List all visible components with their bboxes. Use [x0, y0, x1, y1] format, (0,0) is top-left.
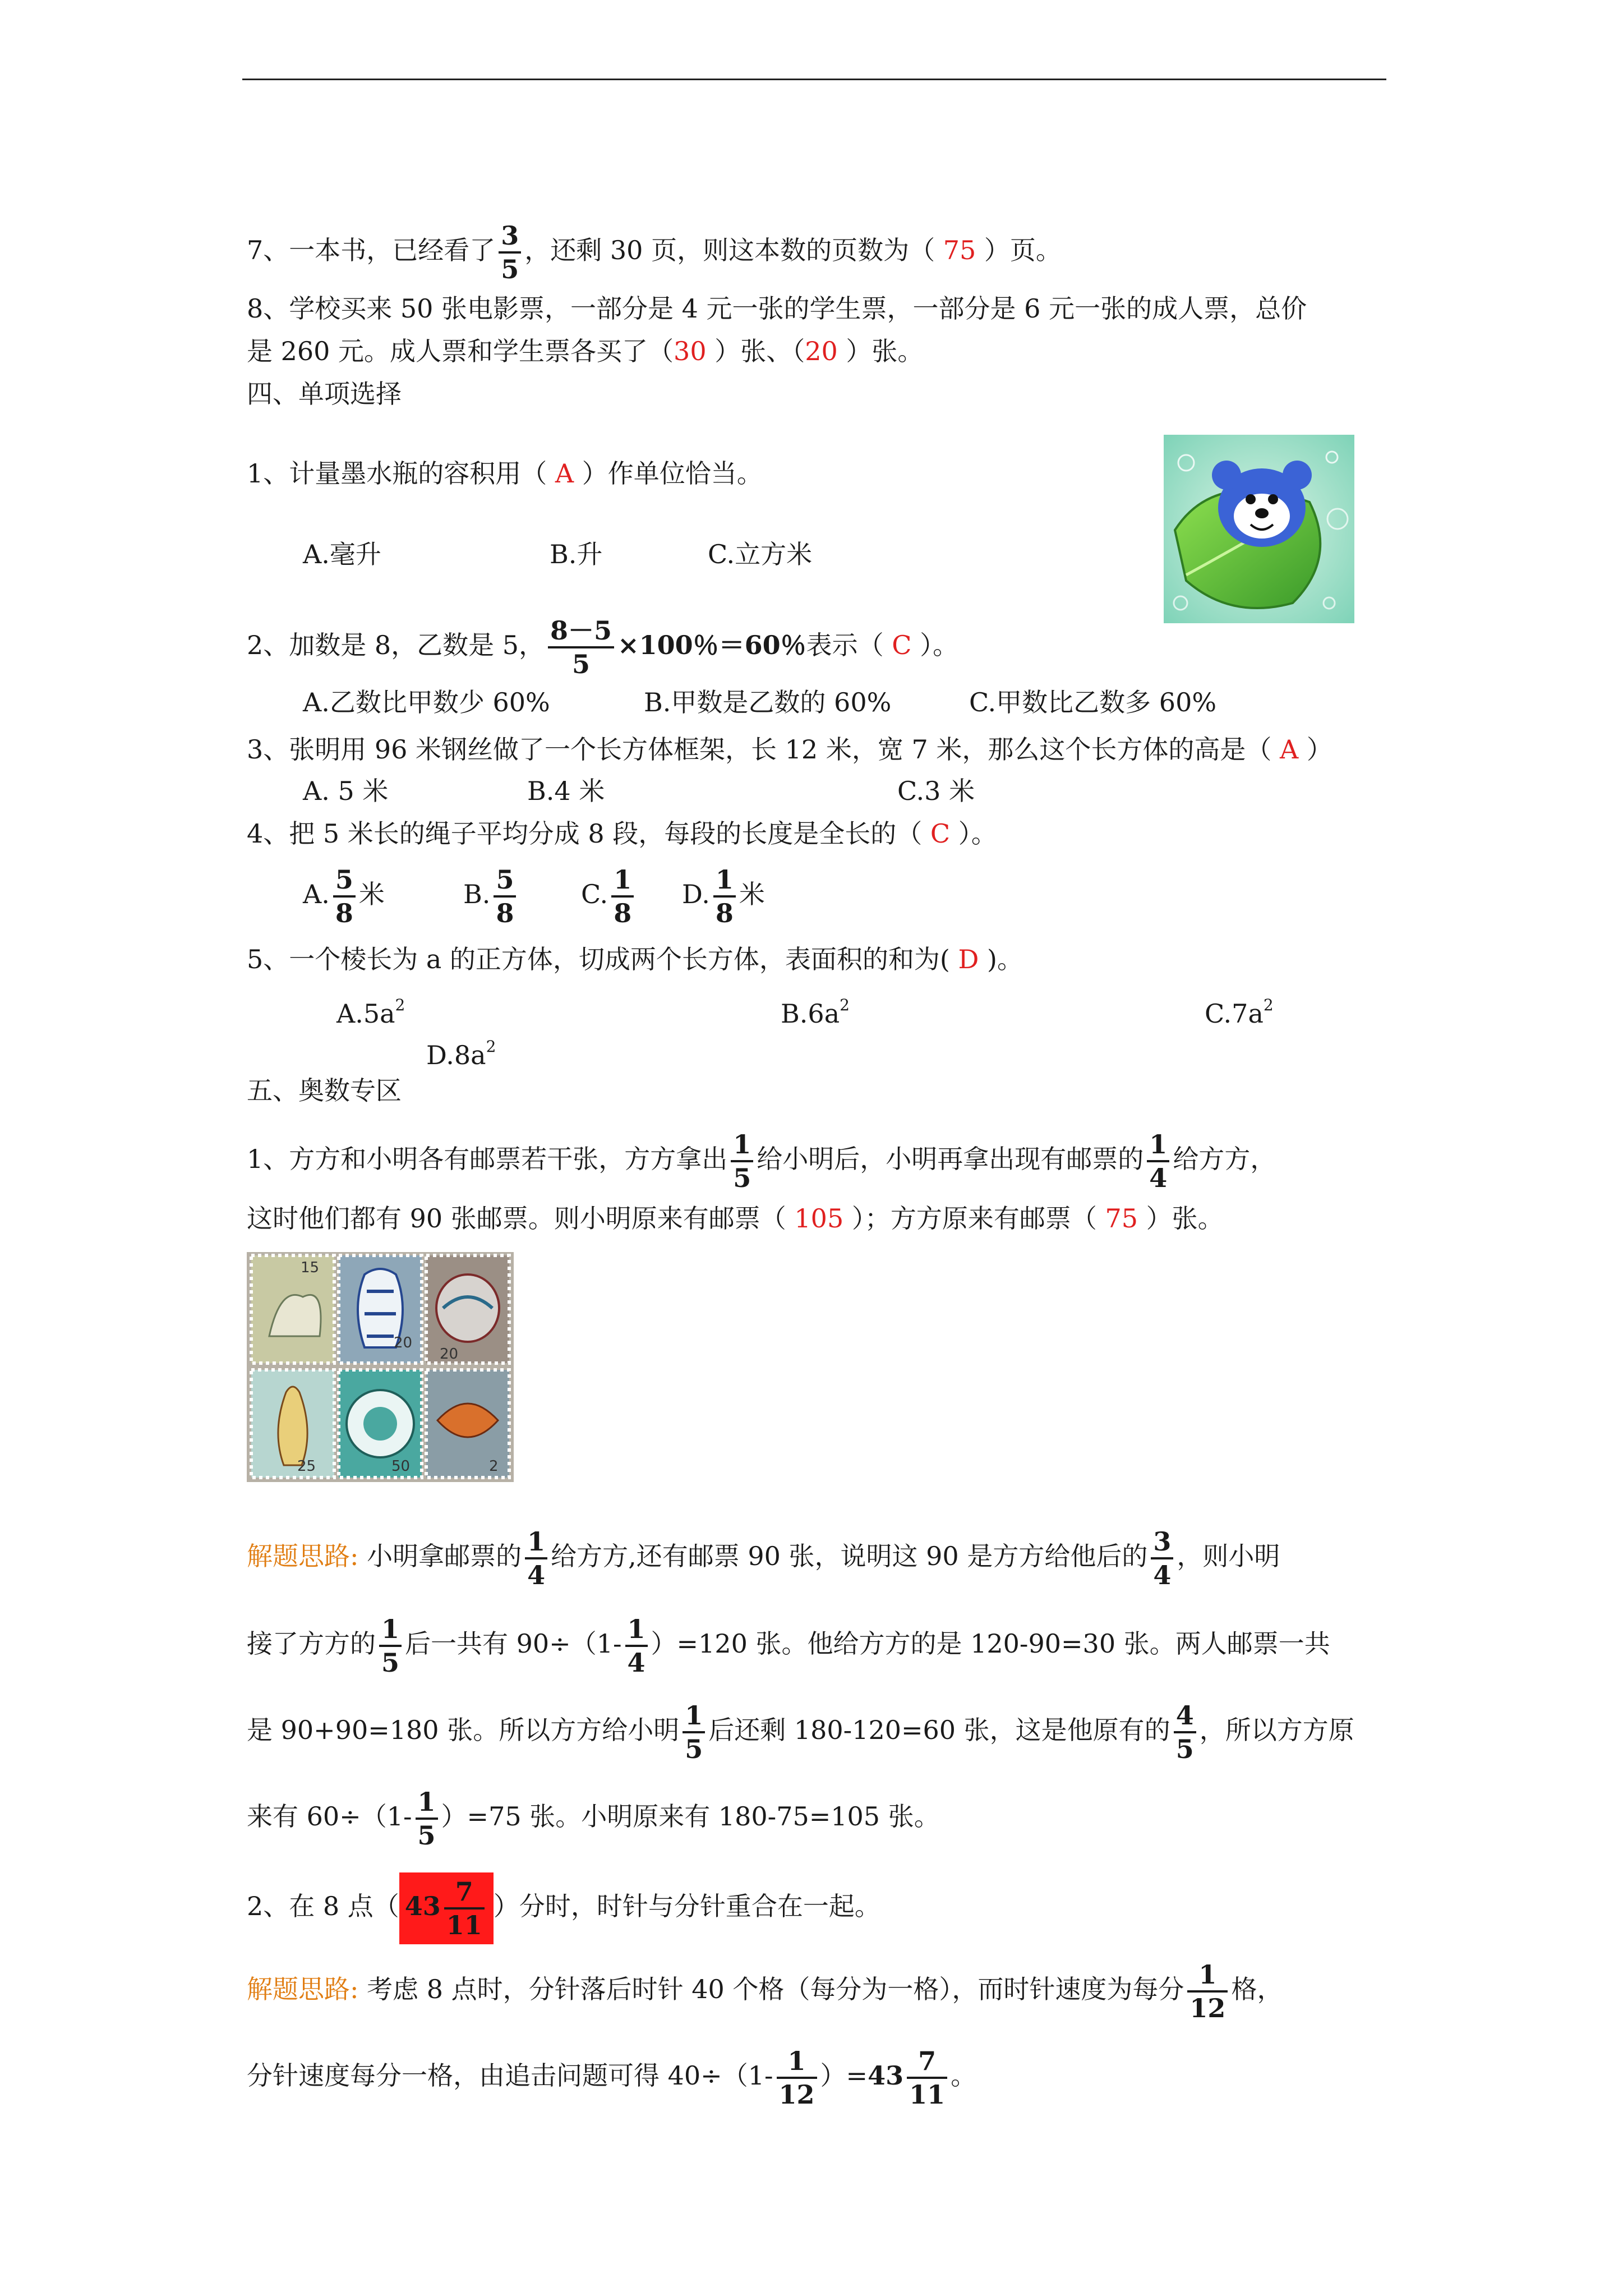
option-letter: A. — [303, 879, 330, 909]
solution-text: 给方方,还有邮票 90 张，说明这 90 是方方给他后的 — [551, 1541, 1148, 1571]
fraction — [1174, 1700, 1196, 1765]
numerator: 3 — [501, 220, 519, 251]
q-text-2: 给小明后，小明再拿出现有邮票的 — [757, 1144, 1144, 1174]
solution-1-line-1 — [247, 1526, 1280, 1591]
option-letter: C. — [581, 879, 608, 909]
denominator: 4 — [625, 1645, 648, 1678]
q8-text-2: ）张、（ — [706, 336, 805, 366]
option-d — [426, 1030, 496, 1072]
fraction — [713, 864, 736, 929]
option-text: D.8a — [426, 1040, 486, 1070]
question-8-line-1: 8、学校买来 50 张电影票，一部分是 4 元一张的学生票，一部分是 6 元一张的成人票，总价 — [247, 293, 1307, 324]
denominator: 8 — [494, 895, 516, 929]
q-text: 4、把 5 米长的绳子平均分成 8 段，每段的长度是全长的（ — [247, 818, 930, 849]
choice-question-2 — [247, 615, 958, 680]
denominator: 5 — [1174, 1731, 1196, 1765]
q-text-end: ）作单位恰当。 — [574, 458, 763, 489]
solution-text: 考虑 8 点时，分针落后时针 40 个格（每分为一格），而时针速度为每分 — [358, 1974, 1184, 2004]
q-text: 1、方方和小明各有邮票若干张，方方拿出 — [247, 1144, 728, 1174]
solution-label: 解题思路: — [247, 1974, 359, 2004]
option-c: C.3 米 — [897, 776, 975, 806]
solution-text: 小明拿邮票的 — [358, 1541, 522, 1571]
numerator: 3 — [1153, 1526, 1172, 1557]
option-b: B.4 米 — [527, 776, 605, 806]
fraction — [1147, 1129, 1169, 1194]
q-text-3: ）张。 — [1138, 1203, 1224, 1234]
cartoon-bear-on-leaf-image — [1164, 435, 1354, 623]
fraction — [777, 2045, 817, 2110]
olympiad-question-1-line-1 — [247, 1129, 1276, 1194]
porcelain-stamps-image — [247, 1252, 514, 1482]
exponent: 2 — [395, 996, 405, 1014]
fraction — [499, 220, 521, 285]
solution-text: 接了方方的 — [247, 1628, 376, 1659]
option-a: A.毫升 — [303, 539, 381, 569]
q-text-end: ）。 — [950, 818, 997, 849]
fraction — [525, 1526, 547, 1591]
solution-text: 后一共有 90÷（1- — [405, 1628, 622, 1659]
solution-label: 解题思路: — [247, 1541, 359, 1571]
solution-text: 。 — [951, 2060, 977, 2091]
exponent: 2 — [840, 996, 850, 1014]
choice-question-3 — [247, 733, 1332, 766]
answer: 105 — [794, 1203, 844, 1234]
fraction — [333, 864, 356, 929]
solution-text: ，所以方方原 — [1199, 1715, 1354, 1745]
numerator: 1 — [527, 1526, 546, 1557]
numerator: 7 — [918, 2046, 937, 2076]
question-7 — [247, 220, 1062, 285]
denominator: 4 — [1147, 1160, 1169, 1194]
option-c — [581, 864, 637, 929]
choice-question-1 — [247, 457, 763, 490]
numerator: 5 — [335, 864, 353, 895]
unit: 米 — [358, 879, 385, 909]
denominator: 5 — [416, 1818, 438, 1851]
unit: 米 — [739, 879, 765, 909]
option-a — [303, 864, 385, 929]
solution-1-line-2 — [247, 1613, 1330, 1678]
q7-text-2: ，还剩 30 页，则这本数的页数为（ — [524, 235, 943, 265]
option-letter: D. — [682, 879, 710, 909]
fraction — [444, 1876, 485, 1941]
denominator: 8 — [333, 895, 356, 929]
denominator: 5 — [683, 1731, 705, 1765]
q-text: 这时他们都有 90 张邮票。则小明原来有邮票（ — [247, 1203, 795, 1234]
q-text-2: ）分时，时针与分针重合在一起。 — [493, 1891, 880, 1921]
svg-text:20: 20 — [394, 1335, 413, 1351]
fraction — [379, 1613, 402, 1678]
solution-2-line-2 — [247, 2045, 976, 2110]
denominator: 12 — [777, 2077, 817, 2110]
answer: C — [930, 818, 951, 849]
formula: ×100％＝60％ — [617, 630, 806, 660]
solution-text: 格， — [1231, 1974, 1283, 2004]
q-text-2: ）；方方原来有邮票（ — [843, 1203, 1105, 1234]
svg-text:15: 15 — [301, 1259, 320, 1276]
svg-text:25: 25 — [297, 1458, 316, 1475]
fraction — [548, 615, 614, 680]
fraction — [731, 1129, 753, 1194]
q-text: 3、张明用 96 米钢丝做了一个长方体框架，长 12 米，宽 7 米，那么这个长方体的高是（ — [247, 734, 1280, 765]
solution-text: 分针速度每分一格，由追击问题可得 40÷（1- — [247, 2060, 773, 2091]
fraction — [625, 1613, 648, 1678]
whole-number: 43 — [868, 2060, 904, 2091]
olympiad-question-1-line-2 — [247, 1202, 1224, 1235]
option-d — [682, 864, 765, 929]
fraction — [1187, 1959, 1228, 2024]
svg-text:20: 20 — [440, 1346, 459, 1363]
q-text-end: ） — [1298, 734, 1332, 765]
fraction — [1151, 1526, 1173, 1591]
denominator: 5 — [379, 1645, 402, 1678]
answer: D — [958, 944, 979, 974]
option-b — [781, 988, 850, 1030]
choice-question-4 — [247, 817, 997, 850]
q7-text: 7、一本书，已经看了 — [247, 235, 496, 265]
choice-question-5 — [247, 942, 1023, 976]
q-text-end: )。 — [979, 944, 1023, 974]
answer: A — [555, 458, 574, 489]
q-text: 1、计量墨水瓶的容积用（ — [247, 458, 555, 489]
denominator: 11 — [444, 1907, 485, 1941]
option-c: C.立方米 — [708, 539, 813, 569]
option-a: A. 5 米 — [303, 776, 389, 806]
solution-text: ，则小明 — [1177, 1541, 1280, 1571]
solution-1-line-4 — [247, 1786, 940, 1851]
option-c — [1205, 988, 1274, 1030]
numerator: 5 — [496, 864, 514, 895]
answer: A — [1279, 734, 1299, 765]
solution-text: ）=120 张。他给方方的是 120-90=30 张。两人邮票一共 — [651, 1628, 1330, 1659]
option-c: C.甲数比乙数多 60% — [969, 687, 1217, 717]
option-b: B.升 — [550, 539, 603, 569]
olympiad-question-2 — [247, 1872, 880, 1944]
section-4-heading: 四、单项选择 — [247, 379, 402, 409]
numerator: 1 — [685, 1700, 703, 1731]
svg-text:2: 2 — [489, 1458, 499, 1475]
solution-text: 是 90+90=180 张。所以方方给小明 — [247, 1715, 680, 1745]
exponent: 2 — [1263, 996, 1274, 1014]
answer: 30 — [674, 336, 707, 366]
numerator: 1 — [715, 864, 734, 895]
solution-text: ）= — [820, 2060, 868, 2091]
highlighted-answer — [399, 1872, 494, 1944]
q-text-3: ）。 — [911, 630, 959, 660]
numerator: 1 — [1149, 1129, 1168, 1159]
numerator: 1 — [787, 2046, 806, 2076]
option-text: A.5a — [336, 999, 395, 1029]
denominator: 8 — [713, 895, 736, 929]
question-8-line-2 — [247, 334, 923, 368]
numerator: 1 — [417, 1787, 436, 1817]
option-b — [463, 864, 519, 929]
numerator: 4 — [1175, 1700, 1194, 1731]
q7-text-3: ）页。 — [976, 235, 1062, 265]
section-5-heading: 五、奥数专区 — [247, 1075, 402, 1106]
fraction — [416, 1786, 438, 1851]
exponent: 2 — [486, 1037, 496, 1056]
solution-text: 后还剩 180-120=60 张，这是他原有的 — [708, 1715, 1170, 1745]
fraction — [907, 2045, 947, 2110]
numerator: 1 — [381, 1614, 400, 1644]
fraction — [683, 1700, 705, 1765]
numerator: 1 — [614, 864, 632, 895]
solution-2-line-1 — [247, 1959, 1283, 2024]
header-rule — [242, 79, 1386, 80]
denominator: 11 — [907, 2077, 947, 2110]
svg-text:50: 50 — [391, 1458, 411, 1475]
answer: C — [892, 630, 912, 660]
denominator: 12 — [1187, 1990, 1228, 2024]
numerator: 8－5 — [550, 615, 612, 646]
q-text-2: 表示（ — [806, 630, 892, 660]
answer: 20 — [805, 336, 838, 366]
numerator: 1 — [1198, 1959, 1217, 1990]
fraction — [494, 864, 516, 929]
fraction — [611, 864, 634, 929]
denominator: 5 — [548, 646, 614, 680]
option-b: B.甲数是乙数的 60% — [644, 687, 892, 717]
whole-number: 43 — [404, 1891, 441, 1921]
q-text: 2、在 8 点（ — [247, 1891, 399, 1921]
denominator: 8 — [611, 895, 634, 929]
numerator: 1 — [627, 1614, 645, 1644]
answer: 75 — [943, 235, 976, 265]
option-text: C.7a — [1205, 999, 1264, 1029]
solution-1-line-3 — [247, 1700, 1354, 1765]
q-text-3: 给方方， — [1173, 1144, 1276, 1174]
q-text: 2、加数是 8，乙数是 5， — [247, 630, 545, 660]
option-text: B.6a — [781, 999, 840, 1029]
option-a — [336, 988, 405, 1030]
solution-text: ）=75 张。小明原来有 180-75=105 张。 — [441, 1801, 940, 1832]
answer: 75 — [1105, 1203, 1138, 1234]
q8-text-3: ）张。 — [837, 336, 924, 366]
numerator: 1 — [733, 1129, 751, 1159]
option-a: A.乙数比甲数少 60% — [303, 687, 550, 717]
numerator: 7 — [455, 1876, 473, 1907]
option-letter: B. — [463, 879, 491, 909]
q-text: 5、一个棱长为 a 的正方体，切成两个长方体，表面积的和为( — [247, 944, 958, 974]
denominator: 5 — [731, 1160, 753, 1194]
denominator: 4 — [1151, 1557, 1173, 1591]
solution-text: 来有 60÷（1- — [247, 1801, 412, 1832]
denominator: 4 — [525, 1557, 547, 1591]
denominator: 5 — [499, 251, 521, 285]
q8-text: 是 260 元。成人票和学生票各买了（ — [247, 336, 674, 366]
